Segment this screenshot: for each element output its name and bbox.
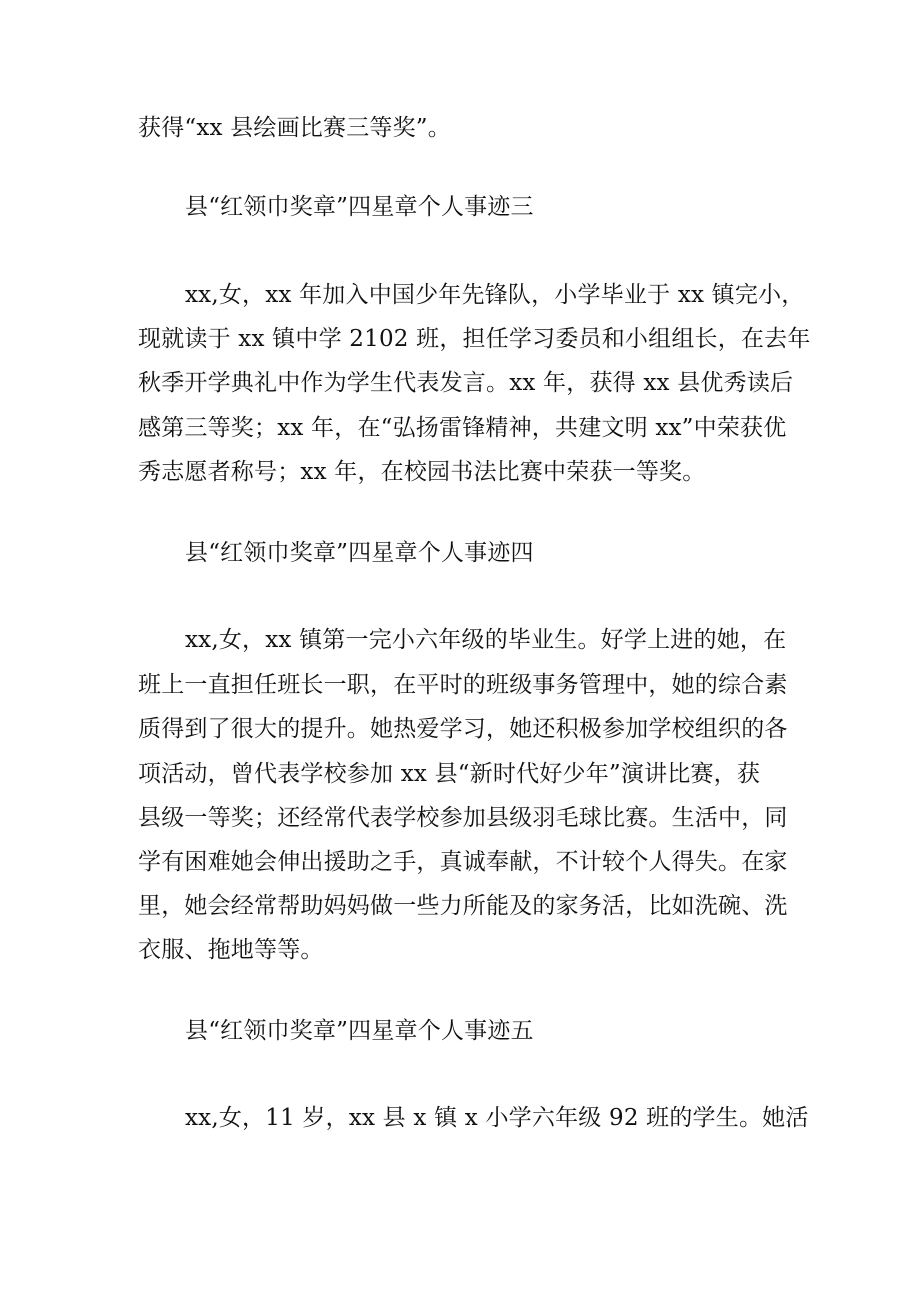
paragraph-line: 学有困难她会伸出援助之手，真诚奉献，不计较个人得失。在家 — [138, 849, 788, 875]
paragraph-line: 衣服、拖地等等。 — [138, 937, 324, 963]
section-heading-3: 县“红领巾奖章”四星章个人事迹三 — [185, 194, 534, 220]
paragraph-line: 县级一等奖；还经常代表学校参加县级羽毛球比赛。生活中，同 — [138, 805, 788, 831]
paragraph-line: 班上一直担任班长一职，在平时的班级事务管理中，她的综合素 — [138, 672, 788, 698]
section-heading-5: 县“红领巾奖章”四星章个人事迹五 — [185, 1018, 534, 1044]
paragraph-line: xx,女，11 岁，xx 县 x 镇 x 小学六年级 92 班的学生。她活 — [185, 1105, 809, 1131]
paragraph-line: 感第三等奖；xx 年，在“弘扬雷锋精神，共建文明 xx”中荣获优 — [138, 415, 787, 441]
paragraph-line: 质得到了很大的提升。她热爱学习，她还积极参加学校组织的各 — [138, 716, 788, 742]
paragraph-line: 秀志愿者称号；xx 年，在校园书法比赛中荣获一等奖。 — [138, 459, 706, 485]
fragment-line: 获得“xx 县绘画比赛三等奖”。 — [138, 115, 451, 141]
paragraph-line: 现就读于 xx 镇中学 2102 班，担任学习委员和小组组长，在去年 — [138, 326, 811, 352]
paragraph-line: xx,女，xx 年加入中国少年先锋队，小学毕业于 xx 镇完小， — [185, 282, 805, 308]
paragraph-line: 秋季开学典礼中作为学生代表发言。xx 年，获得 xx 县优秀读后 — [138, 370, 794, 396]
paragraph-line: 里，她会经常帮助妈妈做一些力所能及的家务活，比如洗碗、洗 — [138, 893, 788, 919]
section-heading-4: 县“红领巾奖章”四星章个人事迹四 — [185, 540, 534, 566]
paragraph-line: 项活动，曾代表学校参加 xx 县“新时代好少年”演讲比赛，获 — [138, 761, 761, 787]
paragraph-line: xx,女，xx 镇第一完小六年级的毕业生。好学上进的她，在 — [185, 627, 787, 653]
